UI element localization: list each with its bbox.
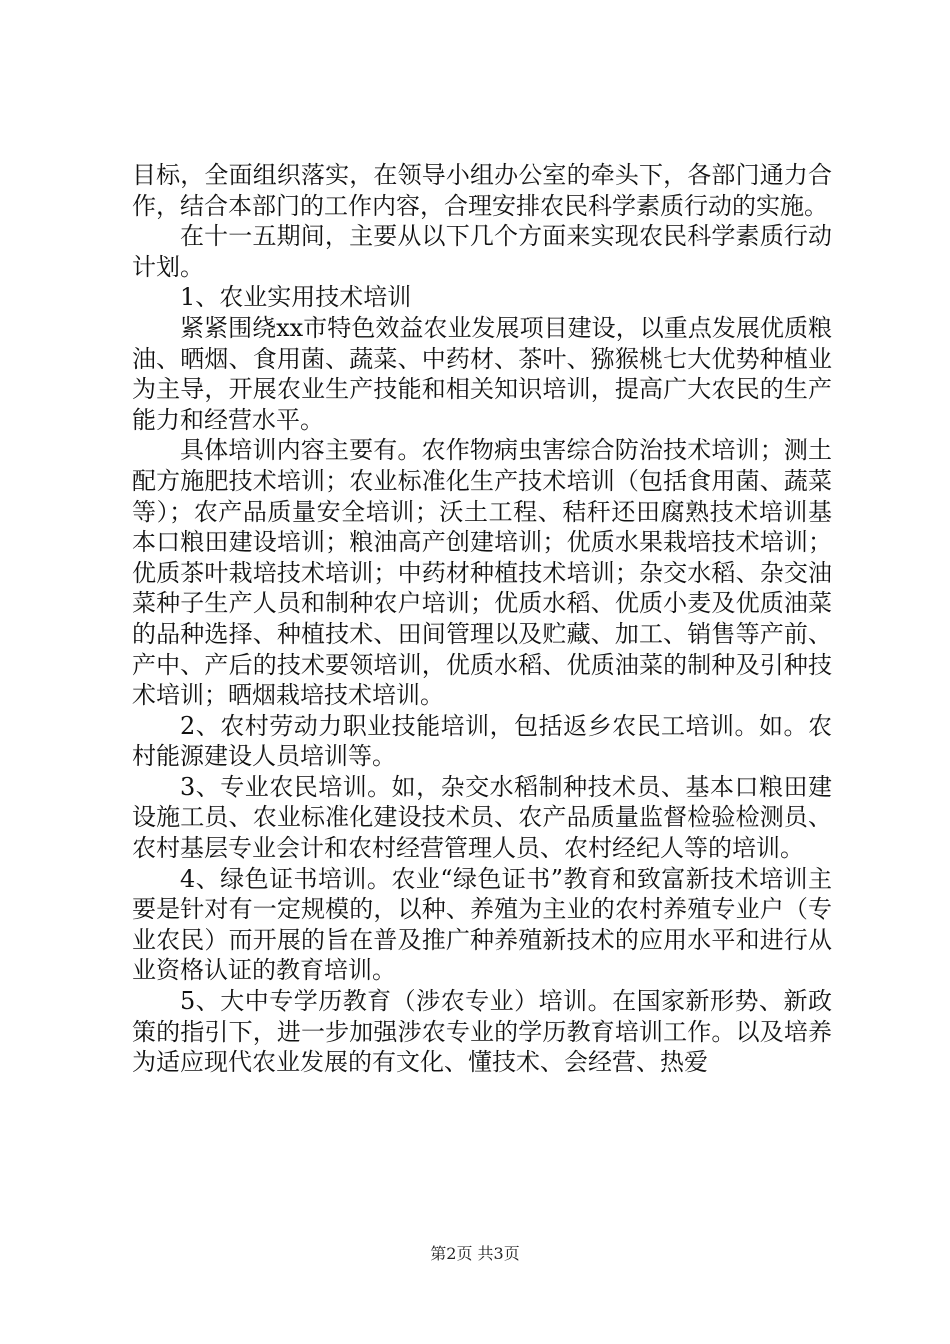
- document-body: [132, 160, 832, 1078]
- section-heading: 1、农业实用技术培训: [180, 283, 412, 312]
- paragraph: 在十一五期间，主要从以下几个方面来实现农民科学素质行动计划。: [132, 222, 832, 281]
- paragraph: 4、绿色证书培训。农业“绿色证书”教育和致富新技术培训主要是针对有一定规模的，以种、养殖为主业的农村养殖专业户（专业农民）而开展的旨在普及推广种养殖新技术的应用水平和进行从业资格认证的教育培训。: [132, 864, 832, 985]
- paragraph: 2、农村劳动力职业技能培训，包括返乡农民工培训。如。农村能源建设人员培训等。: [132, 711, 832, 771]
- paragraph: 具体培训内容主要有。农作物病虫害综合防治技术培训；测土配方施肥技术培训；农业标准化生产技术培训（包括食用菌、蔬菜等）；农产品质量安全培训；沃土工程、秸秆还田腐熟技术培训基本口粮田建设培训；粮油高产创建培训；优质水果栽培技术培训；优质茶叶栽培技术培训；中药材种植技术培训；杂交水稻、杂交油菜种子生产人员和制种农户培训；优质水稻、优质小麦及优质油菜的品种选择、种植技术、田间管理以及贮藏、加工、销售等产前、产中、产后的技术要领培训，优质水稻、优质油菜的制种及引种技术培训；晒烟栽培技术培训。: [132, 436, 832, 710]
- paragraph: 5、大中专学历教育（涉农专业）培训。在国家新形势、新政策的指引下，进一步加强涉农专业的学历教育培训工作。以及培养为适应现代农业发展的有文化、懂技术、会经营、热爱: [132, 987, 832, 1077]
- paragraph: 紧紧围绕xx市特色效益农业发展项目建设，以重点发展优质粮油、晒烟、食用菌、蔬菜、中药材、茶叶、猕猴桃七大优势种植业为主导，开展农业生产技能和相关知识培训，提高广大农民的生产能力和经营水平。: [132, 313, 832, 434]
- paragraph: 3、专业农民培训。如，杂交水稻制种技术员、基本口粮田建设施工员、农业标准化建设技术员、农产品质量监督检验检测员、农村基层专业会计和农村经营管理人员、农村经纪人等的培训。: [132, 772, 832, 863]
- paragraph: 目标，全面组织落实，在领导小组办公室的牵头下，各部门通力合作，结合本部门的工作内容，合理安排农民科学素质行动的实施。: [132, 161, 832, 220]
- page-footer: [0, 1244, 950, 1264]
- page-number-label: 第2页 共3页: [430, 1244, 520, 1263]
